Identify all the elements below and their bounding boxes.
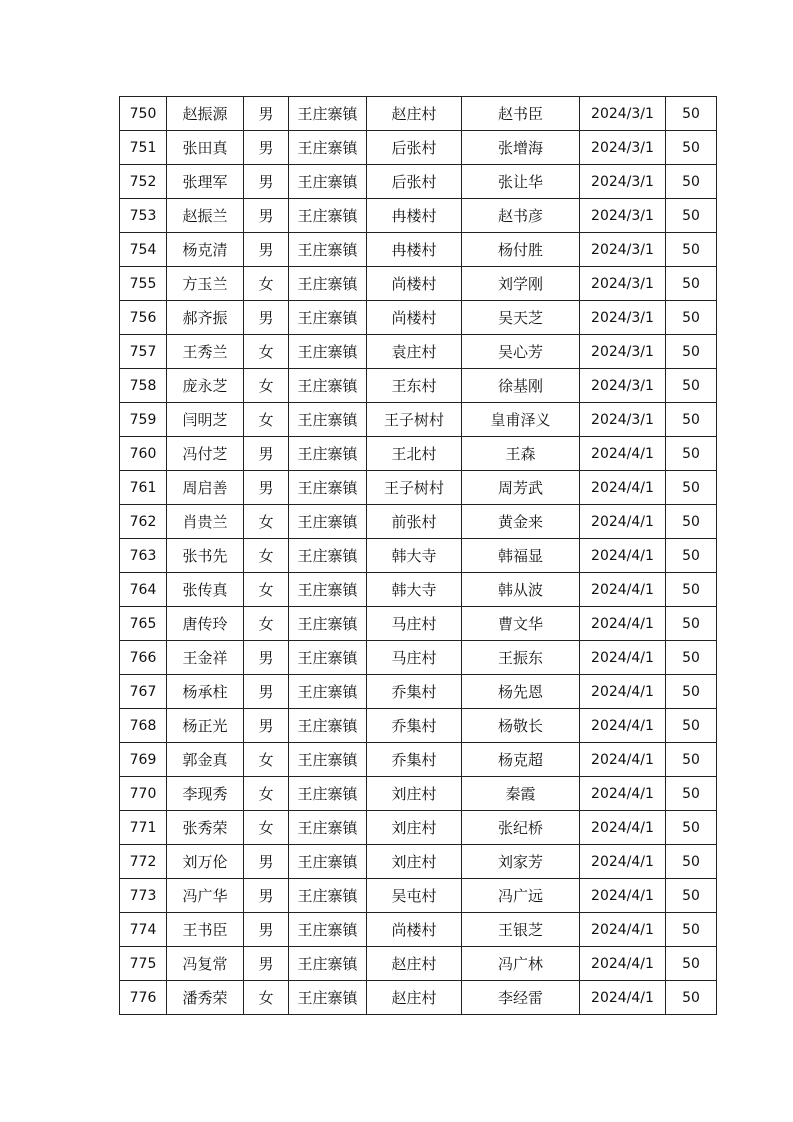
cell-gender: 女 bbox=[244, 403, 289, 437]
cell-amount: 50 bbox=[666, 267, 717, 301]
cell-amount: 50 bbox=[666, 777, 717, 811]
cell-town: 王庄寨镇 bbox=[289, 879, 367, 913]
cell-amount: 50 bbox=[666, 539, 717, 573]
cell-name: 冯广华 bbox=[167, 879, 244, 913]
cell-village: 冉楼村 bbox=[367, 199, 462, 233]
cell-name: 李现秀 bbox=[167, 777, 244, 811]
cell-amount: 50 bbox=[666, 573, 717, 607]
cell-name: 潘秀荣 bbox=[167, 981, 244, 1015]
cell-village: 赵庄村 bbox=[367, 97, 462, 131]
table-row bbox=[120, 471, 717, 505]
cell-date: 2024/4/1 bbox=[580, 607, 666, 641]
table-row bbox=[120, 403, 717, 437]
cell-amount: 50 bbox=[666, 675, 717, 709]
cell-town: 王庄寨镇 bbox=[289, 709, 367, 743]
cell-gender: 男 bbox=[244, 641, 289, 675]
cell-gender: 女 bbox=[244, 573, 289, 607]
table-row bbox=[120, 539, 717, 573]
cell-town: 王庄寨镇 bbox=[289, 607, 367, 641]
cell-amount: 50 bbox=[666, 131, 717, 165]
cell-contact-name: 张增海 bbox=[462, 131, 580, 165]
cell-gender: 男 bbox=[244, 233, 289, 267]
cell-date: 2024/4/1 bbox=[580, 981, 666, 1015]
cell-village: 乔集村 bbox=[367, 675, 462, 709]
cell-name: 刘万伦 bbox=[167, 845, 244, 879]
cell-gender: 男 bbox=[244, 879, 289, 913]
cell-name: 张理军 bbox=[167, 165, 244, 199]
cell-gender: 女 bbox=[244, 607, 289, 641]
cell-row-number: 769 bbox=[120, 743, 167, 777]
cell-date: 2024/3/1 bbox=[580, 369, 666, 403]
cell-village: 韩大寺 bbox=[367, 573, 462, 607]
table-row bbox=[120, 709, 717, 743]
cell-contact-name: 赵书臣 bbox=[462, 97, 580, 131]
cell-gender: 女 bbox=[244, 335, 289, 369]
cell-contact-name: 徐基刚 bbox=[462, 369, 580, 403]
table-row bbox=[120, 981, 717, 1015]
cell-gender: 女 bbox=[244, 743, 289, 777]
cell-village: 刘庄村 bbox=[367, 845, 462, 879]
cell-amount: 50 bbox=[666, 199, 717, 233]
cell-amount: 50 bbox=[666, 471, 717, 505]
table-row bbox=[120, 267, 717, 301]
cell-gender: 男 bbox=[244, 97, 289, 131]
table-row bbox=[120, 301, 717, 335]
cell-contact-name: 张纪桥 bbox=[462, 811, 580, 845]
cell-gender: 男 bbox=[244, 199, 289, 233]
cell-amount: 50 bbox=[666, 369, 717, 403]
cell-amount: 50 bbox=[666, 743, 717, 777]
cell-contact-name: 韩从波 bbox=[462, 573, 580, 607]
table-row bbox=[120, 233, 717, 267]
cell-name: 唐传玲 bbox=[167, 607, 244, 641]
cell-name: 方玉兰 bbox=[167, 267, 244, 301]
table-row bbox=[120, 131, 717, 165]
cell-gender: 男 bbox=[244, 845, 289, 879]
cell-date: 2024/4/1 bbox=[580, 709, 666, 743]
cell-name: 张传真 bbox=[167, 573, 244, 607]
cell-amount: 50 bbox=[666, 607, 717, 641]
table-row bbox=[120, 879, 717, 913]
cell-village: 韩大寺 bbox=[367, 539, 462, 573]
cell-contact-name: 杨先恩 bbox=[462, 675, 580, 709]
table-row bbox=[120, 165, 717, 199]
cell-town: 王庄寨镇 bbox=[289, 675, 367, 709]
cell-contact-name: 吴心芳 bbox=[462, 335, 580, 369]
cell-date: 2024/4/1 bbox=[580, 743, 666, 777]
cell-village: 尚楼村 bbox=[367, 301, 462, 335]
cell-date: 2024/3/1 bbox=[580, 403, 666, 437]
cell-date: 2024/4/1 bbox=[580, 879, 666, 913]
cell-town: 王庄寨镇 bbox=[289, 573, 367, 607]
cell-contact-name: 王银芝 bbox=[462, 913, 580, 947]
cell-row-number: 758 bbox=[120, 369, 167, 403]
cell-amount: 50 bbox=[666, 879, 717, 913]
cell-village: 后张村 bbox=[367, 165, 462, 199]
cell-name: 王书臣 bbox=[167, 913, 244, 947]
cell-village: 乔集村 bbox=[367, 709, 462, 743]
cell-town: 王庄寨镇 bbox=[289, 641, 367, 675]
cell-village: 刘庄村 bbox=[367, 777, 462, 811]
cell-town: 王庄寨镇 bbox=[289, 777, 367, 811]
cell-village: 前张村 bbox=[367, 505, 462, 539]
cell-row-number: 775 bbox=[120, 947, 167, 981]
cell-gender: 男 bbox=[244, 709, 289, 743]
cell-town: 王庄寨镇 bbox=[289, 301, 367, 335]
cell-town: 王庄寨镇 bbox=[289, 539, 367, 573]
cell-amount: 50 bbox=[666, 845, 717, 879]
cell-name: 张书先 bbox=[167, 539, 244, 573]
cell-name: 赵振源 bbox=[167, 97, 244, 131]
cell-village: 后张村 bbox=[367, 131, 462, 165]
cell-gender: 男 bbox=[244, 471, 289, 505]
cell-name: 杨克清 bbox=[167, 233, 244, 267]
cell-gender: 女 bbox=[244, 777, 289, 811]
cell-row-number: 754 bbox=[120, 233, 167, 267]
cell-village: 赵庄村 bbox=[367, 981, 462, 1015]
table-row bbox=[120, 607, 717, 641]
cell-contact-name: 周芳武 bbox=[462, 471, 580, 505]
table-row bbox=[120, 913, 717, 947]
cell-gender: 女 bbox=[244, 811, 289, 845]
cell-date: 2024/3/1 bbox=[580, 233, 666, 267]
cell-village: 刘庄村 bbox=[367, 811, 462, 845]
table-row bbox=[120, 811, 717, 845]
cell-name: 王金祥 bbox=[167, 641, 244, 675]
cell-gender: 男 bbox=[244, 437, 289, 471]
cell-town: 王庄寨镇 bbox=[289, 437, 367, 471]
cell-row-number: 765 bbox=[120, 607, 167, 641]
cell-village: 尚楼村 bbox=[367, 267, 462, 301]
cell-name: 闫明芝 bbox=[167, 403, 244, 437]
cell-amount: 50 bbox=[666, 641, 717, 675]
cell-village: 王东村 bbox=[367, 369, 462, 403]
cell-row-number: 770 bbox=[120, 777, 167, 811]
cell-town: 王庄寨镇 bbox=[289, 131, 367, 165]
cell-row-number: 776 bbox=[120, 981, 167, 1015]
cell-name: 张田真 bbox=[167, 131, 244, 165]
cell-village: 乔集村 bbox=[367, 743, 462, 777]
cell-row-number: 772 bbox=[120, 845, 167, 879]
cell-contact-name: 王森 bbox=[462, 437, 580, 471]
cell-date: 2024/3/1 bbox=[580, 335, 666, 369]
cell-village: 冉楼村 bbox=[367, 233, 462, 267]
cell-town: 王庄寨镇 bbox=[289, 811, 367, 845]
cell-village: 王子树村 bbox=[367, 471, 462, 505]
table-row bbox=[120, 437, 717, 471]
cell-amount: 50 bbox=[666, 981, 717, 1015]
table-row bbox=[120, 641, 717, 675]
cell-amount: 50 bbox=[666, 709, 717, 743]
cell-town: 王庄寨镇 bbox=[289, 403, 367, 437]
cell-date: 2024/3/1 bbox=[580, 301, 666, 335]
cell-gender: 男 bbox=[244, 675, 289, 709]
cell-row-number: 759 bbox=[120, 403, 167, 437]
cell-row-number: 756 bbox=[120, 301, 167, 335]
table-row bbox=[120, 369, 717, 403]
table-row bbox=[120, 335, 717, 369]
cell-gender: 男 bbox=[244, 131, 289, 165]
cell-date: 2024/4/1 bbox=[580, 913, 666, 947]
cell-date: 2024/3/1 bbox=[580, 131, 666, 165]
cell-row-number: 764 bbox=[120, 573, 167, 607]
cell-gender: 女 bbox=[244, 267, 289, 301]
cell-name: 杨正光 bbox=[167, 709, 244, 743]
cell-contact-name: 冯广远 bbox=[462, 879, 580, 913]
cell-gender: 女 bbox=[244, 539, 289, 573]
cell-gender: 男 bbox=[244, 165, 289, 199]
cell-row-number: 771 bbox=[120, 811, 167, 845]
cell-row-number: 762 bbox=[120, 505, 167, 539]
cell-date: 2024/4/1 bbox=[580, 845, 666, 879]
cell-date: 2024/3/1 bbox=[580, 97, 666, 131]
cell-row-number: 760 bbox=[120, 437, 167, 471]
cell-name: 杨承柱 bbox=[167, 675, 244, 709]
cell-contact-name: 王振东 bbox=[462, 641, 580, 675]
cell-row-number: 768 bbox=[120, 709, 167, 743]
cell-name: 冯复常 bbox=[167, 947, 244, 981]
cell-amount: 50 bbox=[666, 947, 717, 981]
table-row bbox=[120, 199, 717, 233]
cell-name: 张秀荣 bbox=[167, 811, 244, 845]
cell-village: 赵庄村 bbox=[367, 947, 462, 981]
cell-village: 马庄村 bbox=[367, 607, 462, 641]
cell-contact-name: 冯广林 bbox=[462, 947, 580, 981]
cell-contact-name: 杨付胜 bbox=[462, 233, 580, 267]
cell-town: 王庄寨镇 bbox=[289, 743, 367, 777]
table-row bbox=[120, 947, 717, 981]
cell-gender: 女 bbox=[244, 369, 289, 403]
cell-town: 王庄寨镇 bbox=[289, 845, 367, 879]
cell-town: 王庄寨镇 bbox=[289, 913, 367, 947]
cell-row-number: 763 bbox=[120, 539, 167, 573]
cell-row-number: 766 bbox=[120, 641, 167, 675]
cell-name: 王秀兰 bbox=[167, 335, 244, 369]
cell-contact-name: 吴天芝 bbox=[462, 301, 580, 335]
cell-date: 2024/4/1 bbox=[580, 675, 666, 709]
cell-date: 2024/3/1 bbox=[580, 165, 666, 199]
cell-name: 庞永芝 bbox=[167, 369, 244, 403]
cell-row-number: 751 bbox=[120, 131, 167, 165]
cell-town: 王庄寨镇 bbox=[289, 233, 367, 267]
cell-name: 赵振兰 bbox=[167, 199, 244, 233]
cell-village: 尚楼村 bbox=[367, 913, 462, 947]
cell-contact-name: 秦霞 bbox=[462, 777, 580, 811]
cell-contact-name: 张让华 bbox=[462, 165, 580, 199]
cell-amount: 50 bbox=[666, 97, 717, 131]
cell-contact-name: 赵书彦 bbox=[462, 199, 580, 233]
cell-village: 袁庄村 bbox=[367, 335, 462, 369]
cell-contact-name: 曹文华 bbox=[462, 607, 580, 641]
cell-town: 王庄寨镇 bbox=[289, 165, 367, 199]
table-row bbox=[120, 675, 717, 709]
cell-amount: 50 bbox=[666, 335, 717, 369]
cell-town: 王庄寨镇 bbox=[289, 947, 367, 981]
cell-town: 王庄寨镇 bbox=[289, 369, 367, 403]
cell-amount: 50 bbox=[666, 505, 717, 539]
cell-date: 2024/4/1 bbox=[580, 505, 666, 539]
cell-date: 2024/3/1 bbox=[580, 199, 666, 233]
cell-town: 王庄寨镇 bbox=[289, 471, 367, 505]
cell-amount: 50 bbox=[666, 233, 717, 267]
cell-row-number: 755 bbox=[120, 267, 167, 301]
cell-date: 2024/4/1 bbox=[580, 437, 666, 471]
cell-gender: 男 bbox=[244, 913, 289, 947]
cell-contact-name: 杨敬长 bbox=[462, 709, 580, 743]
cell-amount: 50 bbox=[666, 913, 717, 947]
cell-date: 2024/4/1 bbox=[580, 539, 666, 573]
cell-contact-name: 李经雷 bbox=[462, 981, 580, 1015]
cell-amount: 50 bbox=[666, 403, 717, 437]
cell-date: 2024/4/1 bbox=[580, 777, 666, 811]
cell-date: 2024/4/1 bbox=[580, 471, 666, 505]
cell-gender: 女 bbox=[244, 505, 289, 539]
table-row bbox=[120, 97, 717, 131]
table-row bbox=[120, 845, 717, 879]
cell-contact-name: 刘学刚 bbox=[462, 267, 580, 301]
cell-name: 郝齐振 bbox=[167, 301, 244, 335]
cell-contact-name: 杨克超 bbox=[462, 743, 580, 777]
table-row bbox=[120, 743, 717, 777]
cell-date: 2024/4/1 bbox=[580, 641, 666, 675]
cell-town: 王庄寨镇 bbox=[289, 981, 367, 1015]
cell-town: 王庄寨镇 bbox=[289, 267, 367, 301]
table-row bbox=[120, 777, 717, 811]
cell-village: 王北村 bbox=[367, 437, 462, 471]
cell-name: 肖贵兰 bbox=[167, 505, 244, 539]
cell-row-number: 753 bbox=[120, 199, 167, 233]
cell-date: 2024/4/1 bbox=[580, 573, 666, 607]
cell-gender: 男 bbox=[244, 301, 289, 335]
cell-row-number: 757 bbox=[120, 335, 167, 369]
cell-town: 王庄寨镇 bbox=[289, 199, 367, 233]
cell-village: 王子树村 bbox=[367, 403, 462, 437]
cell-date: 2024/3/1 bbox=[580, 267, 666, 301]
cell-row-number: 761 bbox=[120, 471, 167, 505]
cell-gender: 女 bbox=[244, 981, 289, 1015]
cell-date: 2024/4/1 bbox=[580, 947, 666, 981]
cell-amount: 50 bbox=[666, 301, 717, 335]
cell-contact-name: 黄金来 bbox=[462, 505, 580, 539]
cell-row-number: 773 bbox=[120, 879, 167, 913]
cell-town: 王庄寨镇 bbox=[289, 335, 367, 369]
cell-amount: 50 bbox=[666, 811, 717, 845]
table-row bbox=[120, 505, 717, 539]
cell-row-number: 774 bbox=[120, 913, 167, 947]
cell-contact-name: 韩福显 bbox=[462, 539, 580, 573]
table-row bbox=[120, 573, 717, 607]
cell-date: 2024/4/1 bbox=[580, 811, 666, 845]
cell-village: 吴屯村 bbox=[367, 879, 462, 913]
cell-contact-name: 皇甫泽义 bbox=[462, 403, 580, 437]
cell-name: 周启善 bbox=[167, 471, 244, 505]
cell-name: 郭金真 bbox=[167, 743, 244, 777]
cell-gender: 男 bbox=[244, 947, 289, 981]
cell-village: 马庄村 bbox=[367, 641, 462, 675]
cell-town: 王庄寨镇 bbox=[289, 505, 367, 539]
cell-amount: 50 bbox=[666, 165, 717, 199]
cell-row-number: 750 bbox=[120, 97, 167, 131]
cell-row-number: 752 bbox=[120, 165, 167, 199]
cell-town: 王庄寨镇 bbox=[289, 97, 367, 131]
cell-contact-name: 刘家芳 bbox=[462, 845, 580, 879]
cell-name: 冯付芝 bbox=[167, 437, 244, 471]
cell-row-number: 767 bbox=[120, 675, 167, 709]
cell-amount: 50 bbox=[666, 437, 717, 471]
record-table bbox=[119, 96, 717, 1015]
